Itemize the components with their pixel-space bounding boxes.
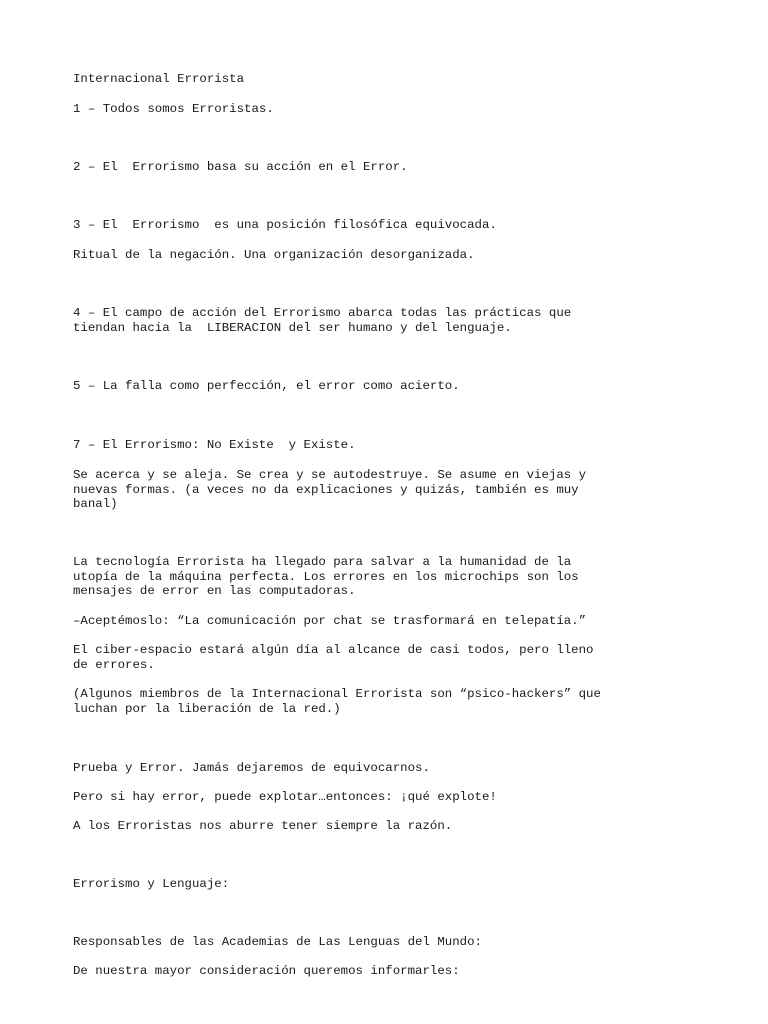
prueba-y-error-line: Prueba y Error. Jamás dejaremos de equivocarnos.: [73, 761, 430, 775]
aceptemoslo-line: –Aceptémoslo: “La comunicación por chat se trasformará en telepatía.”: [73, 614, 587, 628]
consideracion-line: De nuestra mayor consideración queremos informarles:: [73, 964, 460, 978]
paragraph-7b-line-1: Se acerca y se aleja. Se crea y se autodestruye. Se asume en viejas y: [73, 468, 587, 482]
paragraph-4-line-1: 4 – El campo de acción del Errorismo abarca todas las prácticas que: [73, 306, 572, 320]
tecnologia-line-3: mensajes de error en las computadoras.: [73, 584, 356, 598]
paragraph-7b-line-3: banal): [73, 497, 118, 511]
ciber-espacio-line-1: El ciber-espacio estará algún día al alcance de casi todos, pero lleno: [73, 643, 594, 657]
section-heading-lenguaje: Errorismo y Lenguaje:: [73, 877, 230, 891]
paragraph-4-line-2: tiendan hacia la LIBERACION del ser humano y del lenguaje.: [73, 321, 512, 335]
ciber-espacio-line-2: de errores.: [73, 658, 155, 672]
paragraph-7b-line-2: nuevas formas. (a veces no da explicaciones y quizás, también es muy: [73, 483, 579, 497]
paragraph-1: 1 – Todos somos Erroristas.: [73, 102, 274, 116]
paragraph-3b: Ritual de la negación. Una organización desorganizada.: [73, 248, 475, 262]
salutation-line: Responsables de las Academias de Las Lenguas del Mundo:: [73, 935, 482, 949]
la-razon-line: A los Erroristas nos aburre tener siempre la razón.: [73, 819, 453, 833]
pero-si-hay-error-line: Pero si hay error, puede explotar…entonces: ¡qué explote!: [73, 790, 497, 804]
paragraph-7: 7 – El Errorismo: No Existe y Existe.: [73, 438, 356, 452]
document-title: Internacional Errorista: [73, 72, 245, 86]
paragraph-5: 5 – La falla como perfección, el error como acierto.: [73, 379, 460, 393]
psico-hackers-line-2: luchan por la liberación de la red.): [73, 702, 341, 716]
tecnologia-line-1: La tecnología Errorista ha llegado para salvar a la humanidad de la: [73, 555, 572, 569]
psico-hackers-line-1: (Algunos miembros de la Internacional Errorista son “psico-hackers” que: [73, 687, 601, 701]
paragraph-3: 3 – El Errorismo es una posición filosófica equivocada.: [73, 218, 497, 232]
tecnologia-line-2: utopía de la máquina perfecta. Los errores en los microchips son los: [73, 570, 579, 584]
paragraph-2: 2 – El Errorismo basa su acción en el Error.: [73, 160, 408, 174]
